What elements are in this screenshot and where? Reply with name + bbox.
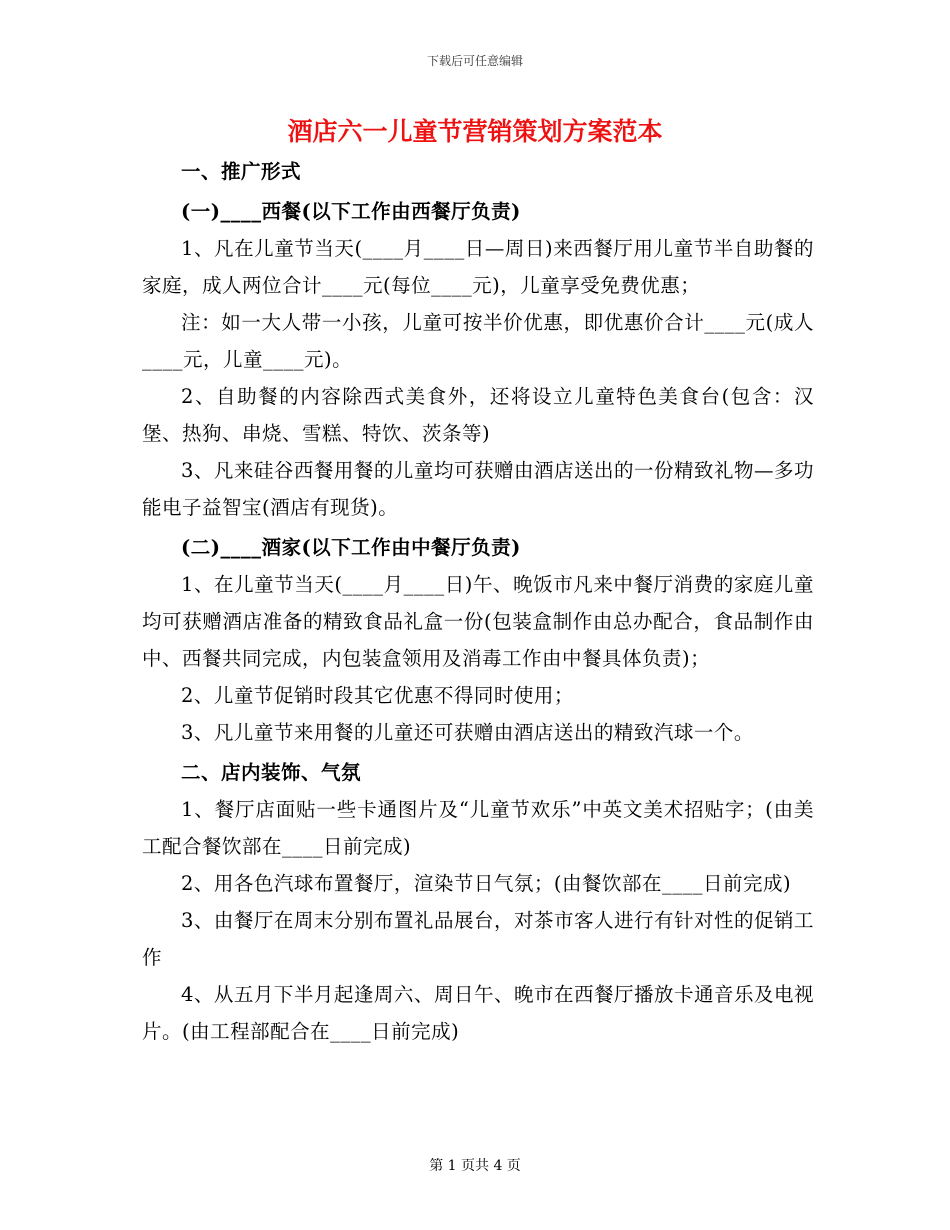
- document-body: [142, 150, 814, 1050]
- body-paragraph: 1、在儿童节当天(____月____日)午、晚饭市凡来中餐厅消费的家庭儿童均可获赠酒店准备的精致食品礼盒一份(包装盒制作由总办配合，食品制作由中、西餐共同完成，内包装盒领用及消毒工作由中餐具体负责)；: [142, 573, 814, 670]
- body-paragraph: 3、凡儿童节来用餐的儿童还可获赠由酒店送出的精致汽球一个。: [181, 721, 754, 744]
- body-paragraph: 1、凡在儿童节当天(____月____日—周日)来西餐厅用儿童节半自助餐的家庭，成人两位合计____元(每位____元)，儿童享受免费优惠；: [142, 237, 814, 297]
- document-title: 酒店六一儿童节营销策划方案范本: [287, 117, 663, 146]
- body-paragraph: 1、餐厅店面贴一些卡通图片及“儿童节欢乐”中英文美术招贴字；(由美工配合餐饮部在____日前完成): [142, 798, 814, 858]
- body-paragraph: 2、用各色汽球布置餐厅，渲染节日气氛；(由餐饮部在____日前完成): [181, 872, 792, 895]
- section-heading: 二、店内装饰、气氛: [181, 761, 362, 784]
- body-paragraph: 2、自助餐的内容除西式美食外，还将设立儿童特色美食台(包含：汉堡、热狗、串烧、雪糕、特饮、茨条等): [142, 385, 814, 445]
- subsection-heading: (二)____酒家(以下工作由中餐厅负责): [181, 536, 521, 559]
- header-note: 下载后可任意编辑: [426, 54, 523, 68]
- section-heading: 一、推广形式: [181, 160, 302, 183]
- body-paragraph: 2、儿童节促销时段其它优惠不得同时使用；: [181, 684, 574, 707]
- subsection-heading: (一)____西餐(以下工作由西餐厅负责): [181, 200, 521, 223]
- body-paragraph: 3、凡来硅谷西餐用餐的儿童均可获赠由酒店送出的一份精致礼物—多功能电子益智宝(酒店有现货)。: [142, 459, 814, 519]
- body-paragraph: 3、由餐厅在周末分别布置礼品展台，对茶市客人进行有针对性的促销工作: [142, 909, 814, 969]
- body-paragraph: 4、从五月下半月起逢周六、周日午、晚市在西餐厅播放卡通音乐及电视片。(由工程部配合在____日前完成): [142, 983, 814, 1043]
- body-paragraph: 注：如一大人带一小孩，儿童可按半价优惠，即优惠价合计____元(成人____元，儿童____元)。: [142, 311, 814, 371]
- page-number-footer: 第 1 页共 4 页: [429, 1158, 521, 1174]
